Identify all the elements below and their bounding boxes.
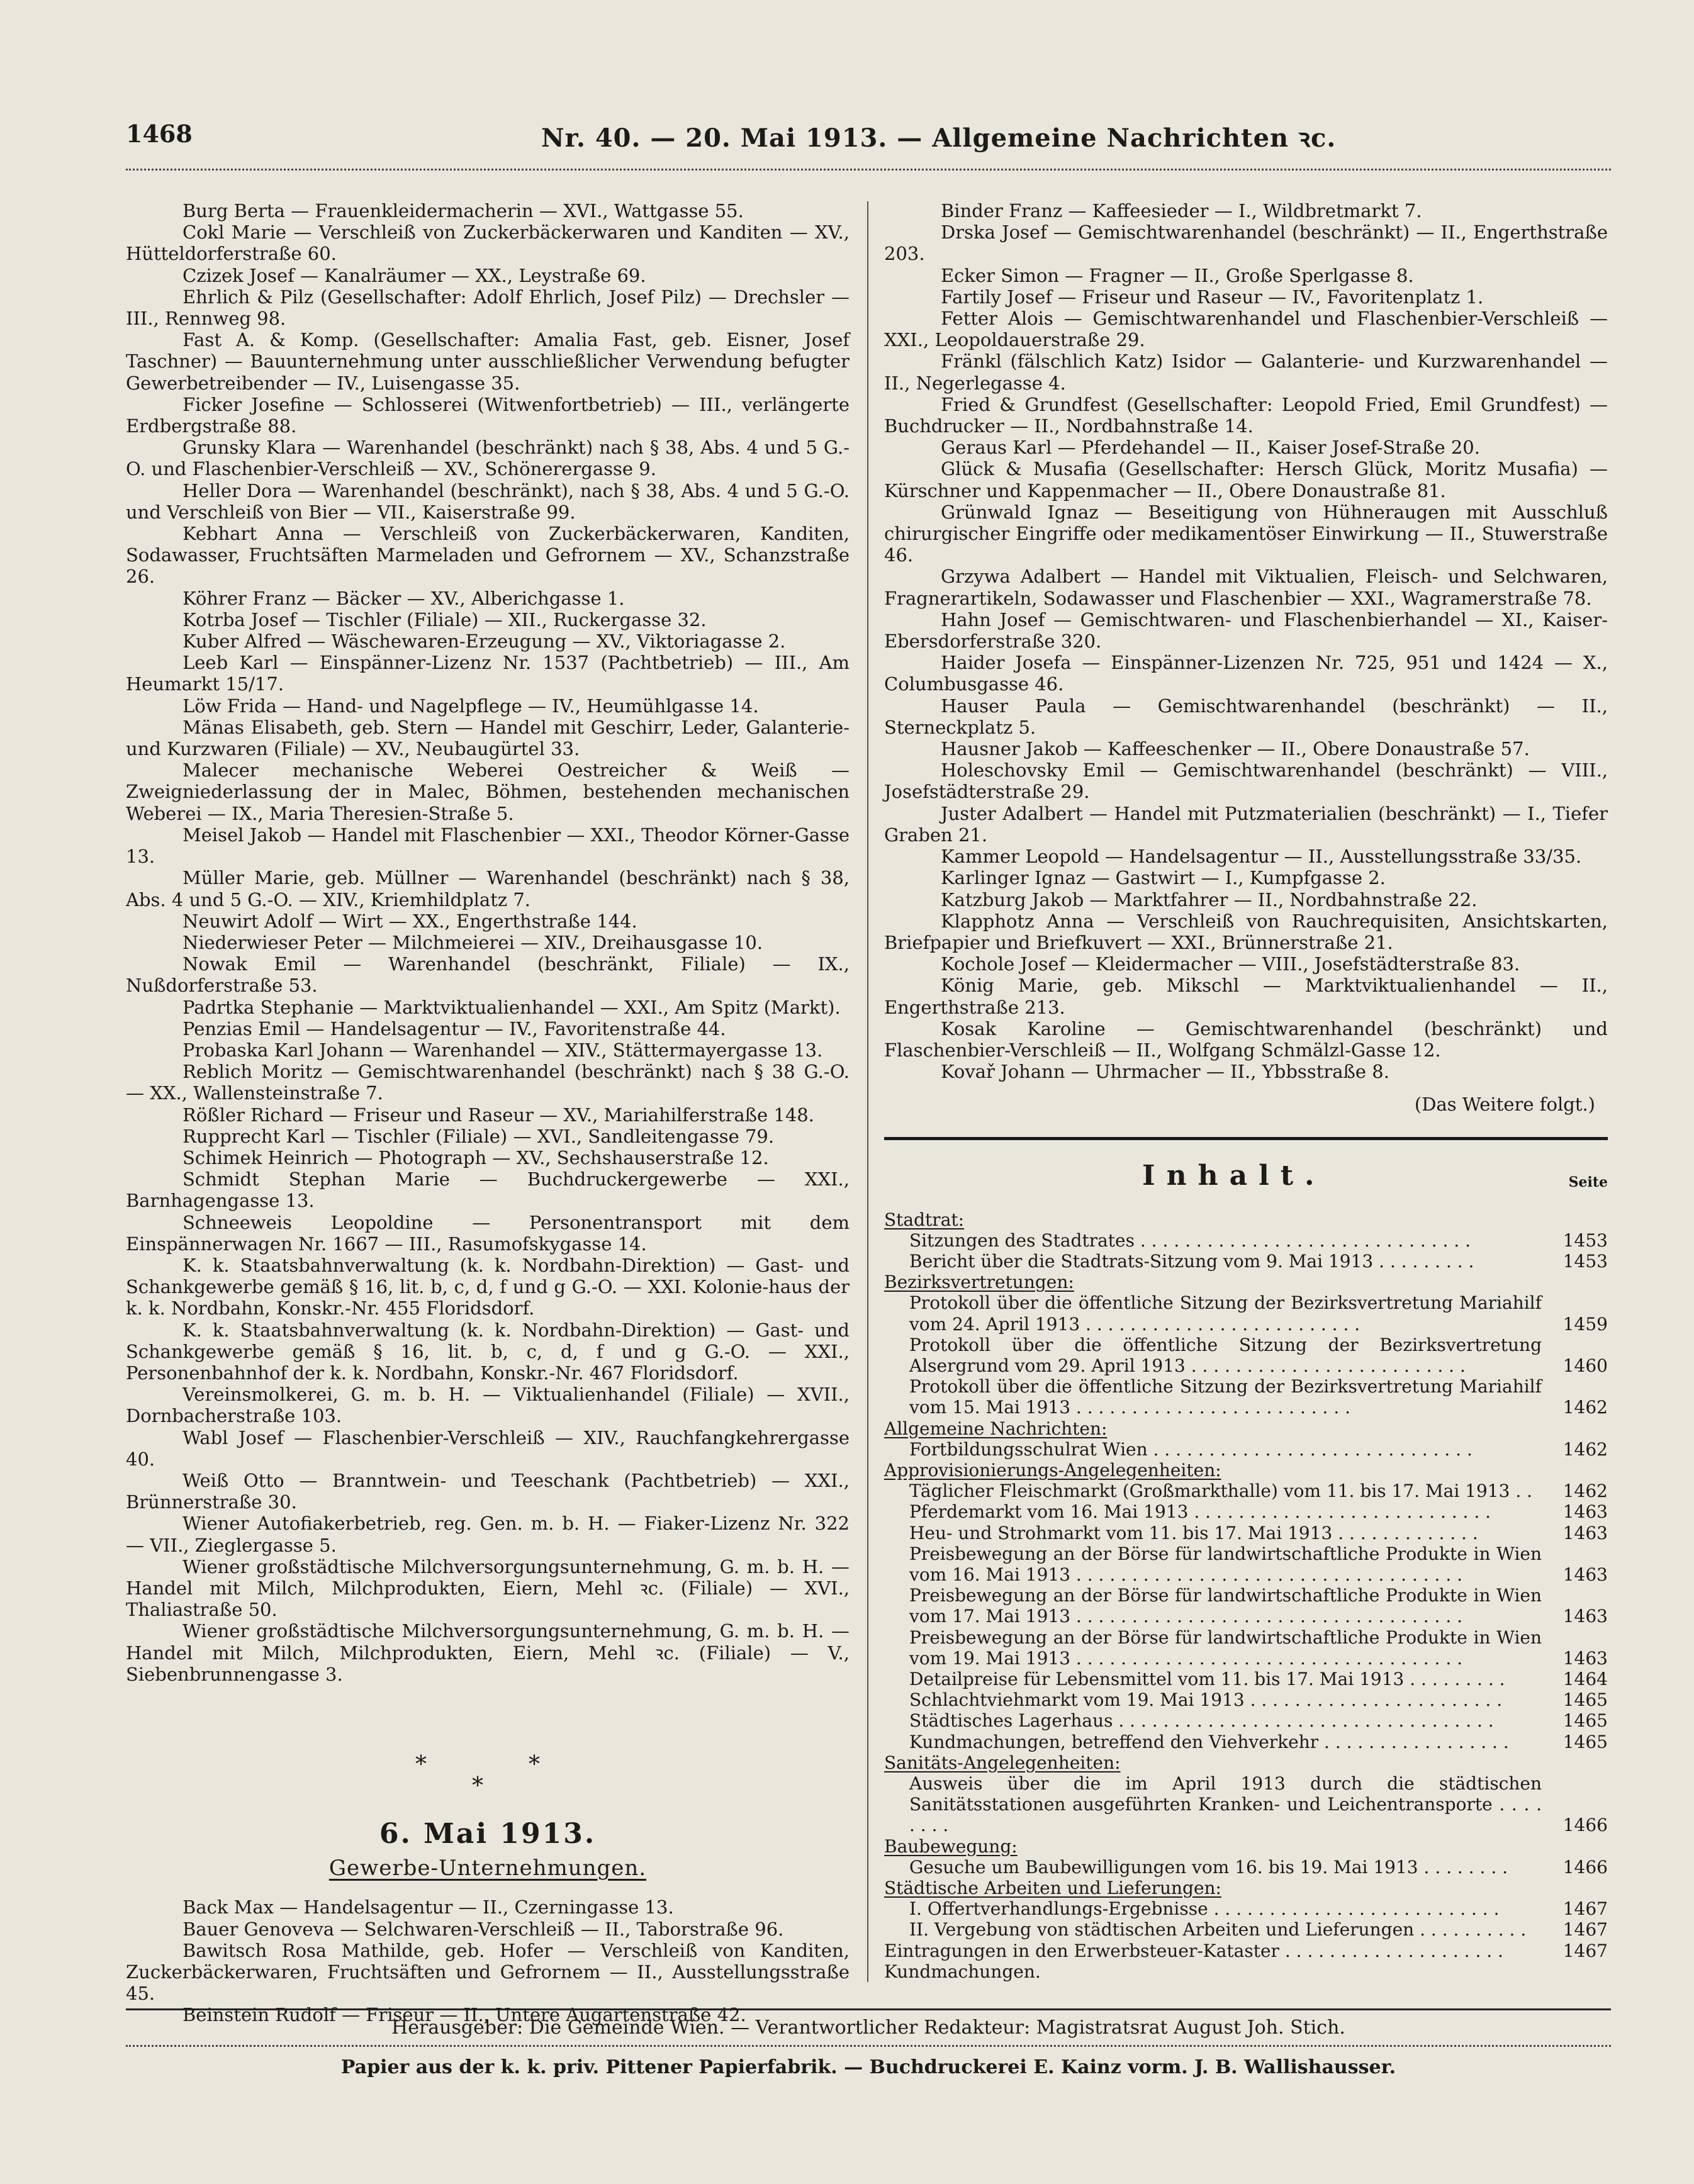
toc-page-number: 1466 [1562,1815,1608,1836]
list-item: Heller Dora — Warenhandel (beschränkt), nach § 38, Abs. 4 und 5 G.-O. und Verschleiß von Bier — VII., Kaiserstraße 99. [126,479,850,523]
list-item: Malecer mechanische Weberei Oestreicher & Weiß — Zweigniederlassung der in Malec, Böhmen, bestehenden mechanischen Weberei — IX., Maria Theresien-Straße 5. [126,759,850,824]
list-item: Müller Marie, geb. Müllner — Warenhandel (beschränkt) nach § 38, Abs. 4 und 5 G.-O. — XIV., Kriemhildplatz 7. [126,867,850,910]
list-item: Czizek Josef — Kanalräumer — XX., Leystraße 69. [182,264,646,286]
footer-divider [126,2045,1611,2047]
toc-page-number: 1462 [1562,1397,1608,1418]
list-item: Reblich Moritz — Gemischtwarenhandel (beschränkt) nach § 38 G.-O. — XX., Wallensteinstraße 7. [126,1061,850,1104]
list-item: Ecker Simon — Fragner — II., Große Sperlgasse 8. [941,264,1414,286]
toc-entry-title: Detailpreise für Lebensmittel vom 11. bis 17. Mai 1913 . . . . . . . . . [909,1669,1505,1689]
list-item: Kotrba Josef — Tischler (Filiale) — XII., Ruckergasse 32. [182,608,707,630]
toc-page-number: 1463 [1562,1501,1608,1523]
toc-entry-title: Kundmachungen, betreffend den Viehverkehr . . . . . . . . . . . . . . . . . [909,1731,1509,1752]
toc-page-number: 1460 [1562,1355,1608,1376]
star-mark: * [529,1752,540,1778]
list-item: Wabl Josef — Flaschenbier-Verschleiß — XIV., Rauchfangkehrergasse 40. [126,1426,850,1470]
toc-entry-title: Preisbewegung an der Börse für landwirtschaftliche Produkte in Wien vom 19. Mai 1913 . . . . . . . . . . . . . . . . . . . . . . . . . . . . . . . . . . . [909,1627,1542,1669]
toc-page-number: 1467 [1562,1940,1608,1961]
list-item: K. k. Staatsbahnverwaltung (k. k. Nordbahn-Direktion) — Gast- und Schankgewerbe gemäß § 16, lit. b, c, d, f und g G.-O. — XXI. Kolonie-haus der k. k. Nordbahn, Konskr.-Nr. 455 Floridsdorf. [126,1254,850,1319]
list-item: Klapphotz Anna — Verschleiß von Rauchrequisiten, Ansichtskarten, Briefpapier und Briefkuvert — XXI., Brünnerstraße 21. [884,910,1608,953]
toc-section [884,1961,1608,1982]
toc-page-number: 1464 [1562,1669,1608,1689]
toc-entry-title: Protokoll über die öffentliche Sitzung der Bezirksvertretung Mariahilf vom 24. April 1913 . . . . . . . . . . . . . . . . . . . . . . . . . [909,1292,1542,1335]
list-item: Neuwirt Adolf — Wirt — XX., Engerthstraße 144. [182,910,637,932]
toc-entry [909,1710,1608,1731]
toc-entry [909,1732,1608,1752]
toc-page-number: 1453 [1562,1229,1608,1251]
toc-entry-title: Städtisches Lagerhaus . . . . . . . . . . . . . . . . . . . . . . . . . . . . . . . . . . [909,1710,1494,1732]
list-item: Back Max — Handelsagentur — II., Czerningasse 13. [182,1896,674,1918]
toc-section [884,1460,1608,1481]
toc-entry-title: Preisbewegung an der Börse für landwirtschaftliche Produkte in Wien vom 16. Mai 1913 . . . . . . . . . . . . . . . . . . . . . . . . . . . . . . . . . . . [909,1543,1542,1585]
left-entry-list [126,200,850,1685]
toc-entry [909,1689,1608,1710]
list-item: Bawitsch Rosa Mathilde, geb. Hofer — Verschleiß von Kanditen, Zuckerbäckerwaren, Fruchtsäften und Gefrornem — II., Ausstellungsstraße 45. [126,1939,850,2005]
section-heading: Gewerbe-Unternehmungen. [328,1856,647,1881]
toc-page-number: 1467 [1562,1919,1608,1940]
section-date: 6. Mai 1913. [379,1818,597,1851]
toc-section-label: Approvisionierungs-Angelegenheiten: [884,1459,1221,1481]
toc-entry-title: Schlachtviehmarkt vom 19. Mai 1913 . . . . . . . . . . . . . . . . . . . . . . . [909,1689,1503,1711]
list-item: Wiener großstädtische Milchversorgungsunternehmung, G. m. b. H. — Handel mit Milch, Milchprodukten, Eiern, Mehl ꝛc. (Filiale) — V., Siebenbrunnengasse 3. [126,1620,850,1685]
toc-entry [909,1523,1608,1543]
toc-page-number: 1463 [1562,1606,1608,1627]
footer-printer: Papier aus der k. k. priv. Pittener Papierfabrik. — Buchdruckerei E. Kainz vorm. J. B. Wallishausser. [340,2056,1396,2078]
toc-section-label: Stadtrat: [884,1209,965,1230]
list-item: Rößler Richard — Friseur und Raseur — XV., Mariahilferstraße 148. [182,1104,814,1126]
toc-entry [909,1335,1608,1376]
column-divider [867,201,868,1982]
list-item: Beinstein Rudolf — Friseur — II., Untere Augartenstraße 42. [182,2004,746,2026]
toc-page-number: 1462 [1562,1438,1608,1460]
toc-section [884,1836,1608,1857]
toc-entry-title: Heu- und Strohmarkt vom 11. bis 17. Mai 1913 . . . . . . . . . . . . . [909,1522,1478,1543]
toc-page-number: 1465 [1562,1710,1608,1732]
toc-entry [909,1501,1608,1522]
list-item: Schneeweis Leopoldine — Personentransport mit dem Einspännerwagen Nr. 1667 — III., Rasumofskygasse 14. [126,1211,850,1255]
footer-publisher: Herausgeber: Die Gemeinde Wien. — Verantwortlicher Redakteur: Magistratsrat August Joh. Stich. [391,2017,1345,2039]
toc-entry [909,1898,1608,1919]
contents-header [884,1153,1608,1209]
toc-section [884,1209,1608,1230]
toc-page-number: 1462 [1562,1481,1608,1502]
list-item: Kuber Alfred — Wäschewaren-Erzeugung — XV., Viktoriagasse 2. [182,630,786,652]
list-item: Ficker Josefine — Schlosserei (Witwenfortbetrieb) — III., verlängerte Erdbergstraße 88. [126,393,850,437]
list-item: Wiener Autofiakerbetrieb, reg. Gen. m. b. H. — Fiaker-Lizenz Nr. 322 — VII., Zieglergasse 5. [126,1513,850,1556]
toc-entry [909,1543,1608,1585]
list-item: Nowak Emil — Warenhandel (beschränkt, Filiale) — IX., Nußdorferstraße 53. [126,953,850,997]
contents-title: Inhalt. [1142,1159,1326,1192]
toc-section [884,1940,1608,1961]
toc-entry [909,1251,1608,1272]
toc-entry-title: Fortbildungsschulrat Wien . . . . . . . . . . . . . . . . . . . . . . . . . . . . . [909,1438,1472,1460]
toc-entry-title: Preisbewegung an der Börse für landwirtschaftliche Produkte in Wien vom 17. Mai 1913 . . . . . . . . . . . . . . . . . . . . . . . . . . . . . . . . . . . [909,1585,1542,1627]
toc-section-label: Städtische Arbeiten und Lieferungen: [884,1878,1221,1899]
list-item: Penzias Emil — Handelsagentur — IV., Favoritenstraße 44. [182,1017,726,1039]
toc-page-number: 1453 [1562,1250,1608,1272]
table-of-contents [884,1209,1608,1983]
star-mark: * [415,1752,427,1778]
toc-section [884,1878,1608,1898]
list-item: Grzywa Adalbert — Handel mit Viktualien, Fleisch- und Selchwaren, Fragnerartikeln, Sodawasser und Flaschenbier — XXI., Wagramerstraße 78. [884,566,1608,609]
list-item: Burg Berta — Frauenkleidermacherin — XVI., Wattgasse 55. [182,200,744,221]
list-item: Weiß Otto — Branntwein- und Teeschank (Pachtbetrieb) — XXI., Brünnerstraße 30. [126,1469,850,1513]
list-item: Niederwieser Peter — Milchmeierei — XIV., Dreihausgasse 10. [182,931,763,953]
toc-page-number: 1465 [1562,1731,1608,1752]
toc-entry-title: Protokoll über die öffentliche Sitzung der Bezirksvertretung Alsergrund vom 29. April 1913 . . . . . . . . . . . . . . . . . . . . . . . . . [909,1334,1542,1376]
list-item: Kovař Johann — Uhrmacher — II., Ybbsstraße 8. [941,1061,1389,1083]
toc-page-number: 1463 [1562,1522,1608,1543]
list-item: Holeschovsky Emil — Gemischtwarenhandel (beschränkt) — VIII., Josefstädterstraße 29. [884,759,1608,803]
list-item: Binder Franz — Kaffeesieder — I., Wildbretmarkt 7. [941,200,1422,221]
toc-entry [909,1669,1608,1689]
list-item: Vereinsmolkerei, G. m. b. H. — Viktualienhandel (Filiale) — XVII., Dornbacherstraße 103. [126,1384,850,1427]
toc-section-label: Kundmachungen. [884,1961,1041,1982]
running-title: Nr. 40. — 20. Mai 1913. — Allgemeine Nachrichten ꝛc. [541,123,1337,153]
toc-entry [909,1585,1608,1627]
toc-page-number: 1467 [1562,1898,1608,1920]
list-item: König Marie, geb. Mikschl — Marktviktualienhandel — II., Engerthstraße 213. [884,975,1608,1018]
footer-rule [126,2008,1611,2010]
list-item: Fast A. & Komp. (Gesellschafter: Amalia Fast, geb. Eisner, Josef Taschner) — Bauunternehmung unter ausschließlicher Verwendung befugter Gewerbetreibender — IV., Luisengasse 35. [126,329,850,394]
list-item: Hausner Jakob — Kaffeeschenker — II., Obere Donaustraße 57. [941,738,1530,760]
toc-page-number: 1466 [1562,1856,1608,1878]
toc-entry-title: Täglicher Fleischmarkt (Großmarkthalle) vom 11. bis 17. Mai 1913 . . [909,1481,1533,1502]
list-item: Köhrer Franz — Bäcker — XV., Alberichgasse 1. [182,587,625,609]
toc-entry [909,1292,1608,1334]
section-separator [126,1754,850,1805]
right-entry-list [884,200,1608,1082]
list-item: Bauer Genoveva — Selchwaren-Verschleiß — II., Taborstraße 96. [182,1918,784,1940]
list-item: Kebhart Anna — Verschleiß von Zuckerbäckerwaren, Kanditen, Sodawasser, Fruchtsäften Marmeladen und Gefrornem — XV., Schanzstraße 26. [126,523,850,588]
list-item: Grünwald Ignaz — Beseitigung von Hühneraugen mit Ausschluß chirurgischer Eingriffe oder medikamentöser Einwirkung — II., Stuwerstraße 46. [884,501,1608,566]
toc-section [884,1272,1608,1292]
toc-page-number: 1459 [1562,1313,1608,1335]
toc-page-number: 1463 [1562,1564,1608,1585]
list-item: Geraus Karl — Pferdehandel — II., Kaiser Josef-Straße 20. [941,437,1480,459]
list-item: Rupprecht Karl — Tischler (Filiale) — XVI., Sandleitengasse 79. [182,1125,775,1147]
toc-entry-title: Pferdemarkt vom 16. Mai 1913 . . . . . . . . . . . . . . . . . . . . . . . . . . . [909,1501,1491,1523]
toc-page-number: 1465 [1562,1689,1608,1711]
toc-section-label: Allgemeine Nachrichten: [884,1418,1108,1439]
toc-section-label: Baubewegung: [884,1835,1018,1857]
section-entry-list [126,1896,850,2025]
toc-section [884,1418,1608,1439]
list-item: Drska Josef — Gemischtwarenhandel (beschränkt) — II., Engerthstraße 203. [884,221,1608,265]
list-item: Fetter Alois — Gemischtwarenhandel und Flaschenbier-Verschleiß — XXI., Leopoldauerstraße 29. [884,308,1608,351]
toc-entry-title: Ausweis über die im April 1913 durch die städtischen Sanitätsstationen ausgeführten Kranken- und Leichentransporte . . . . . . . . [909,1773,1542,1836]
toc-entry-title: I. Offertverhandlungs-Ergebnisse . . . . . . . . . . . . . . . . . . . . . . . . . . [909,1898,1500,1920]
list-item: Meisel Jakob — Handel mit Flaschenbier — XXI., Theodor Körner-Gasse 13. [126,824,850,868]
list-item: Wiener großstädtische Milchversorgungsunternehmung, G. m. b. H. — Handel mit Milch, Milchprodukten, Eiern, Mehl ꝛc. (Filiale) — XVI., Thaliastraße 50. [126,1555,850,1621]
toc-entry-title: Sitzungen des Stadtrates . . . . . . . . . . . . . . . . . . . . . . . . . . . . . . [909,1229,1471,1251]
toc-page-number: 1463 [1562,1647,1608,1669]
toc-section-label: Bezirksvertretungen: [884,1272,1074,1293]
list-item: Mänas Elisabeth, geb. Stern — Handel mit Geschirr, Leder, Galanterie- und Kurzwaren (Filiale) — XV., Neubaugürtel 33. [126,716,850,760]
list-item: Hahn Josef — Gemischtwaren- und Flaschenbierhandel — XI., Kaiser-Ebersdorferstraße 320. [884,608,1608,652]
star-mark: * [472,1773,483,1800]
toc-entry [909,1773,1608,1836]
header-rule [126,169,1611,171]
list-item: Kammer Leopold — Handelsagentur — II., Ausstellungsstraße 33/35. [941,846,1582,868]
toc-entry-title: II. Vergebung von städtischen Arbeiten und Lieferungen . . . . . . . . . . [909,1919,1527,1940]
toc-entry-title: Protokoll über die öffentliche Sitzung der Bezirksvertretung Mariahilf vom 15. Mai 1913 . . . . . . . . . . . . . . . . . . . . . . . . . [909,1376,1542,1418]
list-item: Hauser Paula — Gemischtwarenhandel (beschränkt) — II., Sterneckplatz 5. [884,695,1608,738]
contents-page-label: Seite [1568,1173,1608,1190]
list-item: Fartily Josef — Friseur und Raseur — IV., Favoritenplatz 1. [941,286,1484,308]
contents-rule [884,1137,1608,1140]
list-item: Kochole Josef — Kleidermacher — VIII., Josefstädterstraße 83. [941,953,1520,975]
list-item: Fränkl (fälschlich Katz) Isidor — Galanterie- und Kurzwarenhandel — II., Negerlegasse 4. [884,350,1608,394]
toc-entry [909,1230,1608,1251]
list-item: Cokl Marie — Verschleiß von Zuckerbäckerwaren und Kanditen — XV., Hütteldorferstraße 60. [126,221,850,265]
toc-section-label: Sanitäts-Angelegenheiten: [884,1752,1121,1773]
list-item: Löw Frida — Hand- und Nagelpflege — IV., Heumühlgasse 14. [182,695,759,717]
list-item: Glück & Musafia (Gesellschafter: Hersch Glück, Moritz Musafia) — Kürschner und Kappenmacher — II., Obere Donaustraße 81. [884,458,1608,501]
toc-entry [909,1919,1608,1940]
list-item: Haider Josefa — Einspänner-Lizenzen Nr. 725, 951 und 1424 — X., Columbusgasse 46. [884,652,1608,695]
list-item: Karlinger Ignaz — Gastwirt — I., Kumpfgasse 2. [941,867,1386,889]
page-number: 1468 [126,120,193,148]
toc-section-label: Eintragungen in den Erwerbsteuer-Kataster . . . . . . . . . . . . . . . . . . . . [884,1940,1503,1961]
toc-entry [909,1376,1608,1418]
continued-note: (Das Weitere folgt.) [1414,1094,1595,1116]
list-item: Probaska Karl Johann — Warenhandel — XIV., Stättermayergasse 13. [182,1039,823,1061]
toc-entry [909,1857,1608,1878]
left-column [126,200,850,2026]
list-item: Grunsky Klara — Warenhandel (beschränkt) nach § 38, Abs. 4 und 5 G.-O. und Flaschenbier-Verschleiß — XV., Schönerergasse 9. [126,437,850,480]
toc-entry-title: Gesuche um Baubewilligungen vom 16. bis 19. Mai 1913 . . . . . . . . [909,1856,1508,1878]
list-item: Padrtka Stephanie — Marktviktualienhandel — XXI., Am Spitz (Markt). [182,996,841,1018]
list-item: Juster Adalbert — Handel mit Putzmaterialien (beschränkt) — I., Tiefer Graben 21. [884,802,1608,846]
list-item: Katzburg Jakob — Marktfahrer — II., Nordbahnstraße 22. [941,888,1478,910]
list-item: Leeb Karl — Einspänner-Lizenz Nr. 1537 (Pachtbetrieb) — III., Am Heumarkt 15/17. [126,652,850,695]
page-header [126,120,1611,157]
list-item: K. k. Staatsbahnverwaltung (k. k. Nordbahn-Direktion) — Gast- und Schankgewerbe gemäß § 16, lit. b, c, d, f und g G.-O. — XXI., Personenbahnhof der k. k. Nordbahn, Konskr.-Nr. 467 Floridsdorf. [126,1319,850,1384]
toc-entry-title: Bericht über die Stadtrats-Sitzung vom 9. Mai 1913 . . . . . . . . . [909,1250,1474,1272]
toc-section [884,1752,1608,1773]
list-item: Fried & Grundfest (Gesellschafter: Leopold Fried, Emil Grundfest) — Buchdrucker — II., Nordbahnstraße 14. [884,393,1608,437]
right-column [884,200,1608,1982]
toc-entry [909,1627,1608,1669]
list-item: Schmidt Stephan Marie — Buchdruckergewerbe — XXI., Barnhagengasse 13. [126,1168,850,1212]
list-item: Ehrlich & Pilz (Gesellschafter: Adolf Ehrlich, Josef Pilz) — Drechsler — III., Rennweg 98. [126,286,850,330]
list-item: Schimek Heinrich — Photograph — XV., Sechshauserstraße 12. [182,1146,769,1168]
toc-entry [909,1439,1608,1460]
toc-entry [909,1481,1608,1501]
list-item: Kosak Karoline — Gemischtwarenhandel (beschränkt) und Flaschenbier-Verschleiß — II., Wolfgang Schmälzl-Gasse 12. [884,1017,1608,1061]
